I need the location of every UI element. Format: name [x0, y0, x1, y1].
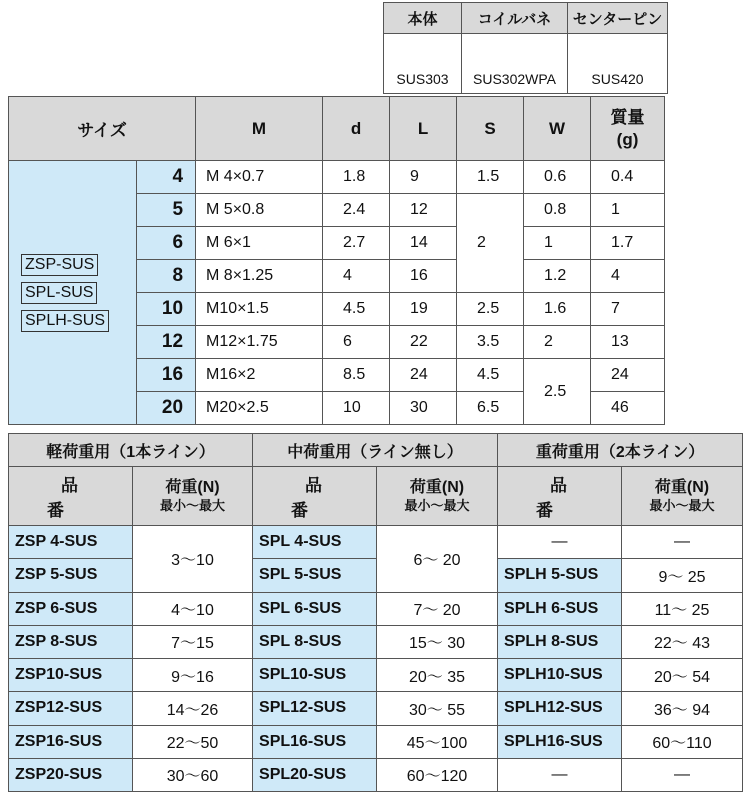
- part-number-zsp: ZSP 6-SUS: [9, 592, 133, 625]
- d-cell: 1.8: [323, 161, 390, 194]
- part-number-splh: SPLH 5-SUS: [498, 559, 622, 592]
- load-range-spl: 45～100: [377, 725, 498, 758]
- m-cell: M16×2: [196, 359, 323, 392]
- s-cell: 4.5: [457, 359, 524, 392]
- s-cell-merged: 2: [457, 194, 524, 293]
- col-part-number: [253, 467, 400, 526]
- material-header-body: 本体: [384, 3, 462, 34]
- load-range-spl: 15～ 30: [377, 625, 498, 658]
- mass-cell: 1: [591, 194, 665, 227]
- header-size: サイズ: [9, 97, 196, 161]
- load-range-splh: 36～ 94: [622, 692, 743, 725]
- d-cell: 10: [323, 392, 390, 425]
- d-cell: 4: [323, 260, 390, 293]
- size-cell: 10: [137, 293, 196, 326]
- part-number-splh: SPLH16-SUS: [498, 725, 622, 758]
- l-cell: 24: [390, 359, 457, 392]
- part-number-spl: SPL 8-SUS: [253, 625, 377, 658]
- col-part-label: 品 番: [47, 476, 155, 520]
- part-number-zsp: ZSP 5-SUS: [9, 559, 133, 592]
- part-number-zsp: ZSP10-SUS: [9, 659, 133, 692]
- m-cell: M 4×0.7: [196, 161, 323, 194]
- material-value-body: SUS303: [384, 34, 462, 94]
- part-number-zsp: ZSP 8-SUS: [9, 625, 133, 658]
- m-cell: M20×2.5: [196, 392, 323, 425]
- w-cell: 0.6: [524, 161, 591, 194]
- part-number-splh: SPLH10-SUS: [498, 659, 622, 692]
- header-s: S: [457, 97, 524, 161]
- w-cell-merged: 2.5: [524, 359, 591, 425]
- w-cell: 1.6: [524, 293, 591, 326]
- load-range-spl: 6～ 20: [377, 526, 498, 593]
- size-cell: 16: [137, 359, 196, 392]
- load-range-splh: 20～ 54: [622, 659, 743, 692]
- m-cell: M12×1.75: [196, 326, 323, 359]
- m-cell: M 5×0.8: [196, 194, 323, 227]
- part-number-splh-empty: ―: [498, 526, 622, 559]
- col-part-label: 品 番: [291, 476, 400, 520]
- load-range-zsp: 9～16: [133, 659, 253, 692]
- series-tag-splh: SPLH-SUS: [21, 310, 109, 332]
- part-number-zsp: ZSP12-SUS: [9, 692, 133, 725]
- group-light: 軽荷重用（1本ライン）: [9, 434, 253, 467]
- w-cell: 1: [524, 227, 591, 260]
- header-mass-unit: (g): [616, 129, 639, 149]
- w-cell: 1.2: [524, 260, 591, 293]
- mass-cell: 24: [591, 359, 665, 392]
- mass-cell: 7: [591, 293, 665, 326]
- l-cell: 16: [390, 260, 457, 293]
- part-number-spl: SPL10-SUS: [253, 659, 377, 692]
- load-range-zsp: 14～26: [133, 692, 253, 725]
- part-number-spl: SPL 5-SUS: [253, 559, 377, 592]
- mass-cell: 0.4: [591, 161, 665, 194]
- series-tag-spl: SPL-SUS: [21, 282, 97, 304]
- part-number-spl: SPL20-SUS: [253, 758, 377, 791]
- col-part-number: [498, 467, 645, 526]
- d-cell: 8.5: [323, 359, 390, 392]
- part-number-zsp: ZSP16-SUS: [9, 725, 133, 758]
- w-cell: 0.8: [524, 194, 591, 227]
- col-load-sub: 最小～最大: [160, 498, 226, 513]
- load-range-splh: 22～ 43: [622, 625, 743, 658]
- header-d: d: [323, 97, 390, 161]
- header-l: L: [390, 97, 457, 161]
- l-cell: 30: [390, 392, 457, 425]
- material-value-pin: SUS420: [568, 34, 668, 94]
- material-table: [383, 2, 668, 94]
- col-load-label: 荷重(N): [654, 479, 710, 496]
- col-load-sub: 最小～最大: [404, 498, 470, 513]
- s-cell: 3.5: [457, 326, 524, 359]
- header-w: W: [524, 97, 591, 161]
- load-range-spl: 20～ 35: [377, 659, 498, 692]
- part-number-spl: SPL 6-SUS: [253, 592, 377, 625]
- w-cell: 2: [524, 326, 591, 359]
- load-range-zsp: 4～10: [133, 592, 253, 625]
- size-cell: 8: [137, 260, 196, 293]
- load-range-zsp: 7～15: [133, 625, 253, 658]
- col-load-label: 荷重(N): [409, 479, 465, 496]
- size-cell: 4: [137, 161, 196, 194]
- load-range-splh: 60～110: [622, 725, 743, 758]
- load-range-spl: 7～ 20: [377, 592, 498, 625]
- l-cell: 14: [390, 227, 457, 260]
- part-number-splh: SPLH 8-SUS: [498, 625, 622, 658]
- load-range-spl: 60～120: [377, 758, 498, 791]
- part-number-splh: SPLH12-SUS: [498, 692, 622, 725]
- part-number-splh: SPLH 6-SUS: [498, 592, 622, 625]
- load-range-zsp: 30～60: [133, 758, 253, 791]
- material-header-spring: コイルバネ: [462, 3, 568, 34]
- part-number-spl: SPL16-SUS: [253, 725, 377, 758]
- part-number-zsp: ZSP20-SUS: [9, 758, 133, 791]
- s-cell: 1.5: [457, 161, 524, 194]
- l-cell: 22: [390, 326, 457, 359]
- part-number-splh-empty: ―: [498, 758, 622, 791]
- load-range-zsp: 3～10: [133, 526, 253, 593]
- s-cell: 6.5: [457, 392, 524, 425]
- mass-cell: 4: [591, 260, 665, 293]
- material-value-spring: SUS302WPA: [462, 34, 568, 94]
- header-m: M: [196, 97, 323, 161]
- size-cell: 12: [137, 326, 196, 359]
- col-load-sub: 最小～最大: [649, 498, 715, 513]
- load-range-splh-empty: ―: [622, 758, 743, 791]
- header-mass-label: 質量: [610, 107, 645, 127]
- col-part-number: [9, 467, 155, 526]
- size-cell: 20: [137, 392, 196, 425]
- header-mass: [591, 97, 665, 161]
- m-cell: M 6×1: [196, 227, 323, 260]
- series-tag-zsp: ZSP-SUS: [21, 254, 98, 276]
- material-header-pin: センターピン: [568, 3, 668, 34]
- part-number-spl: SPL 4-SUS: [253, 526, 377, 559]
- load-range-zsp: 22～50: [133, 725, 253, 758]
- col-part-label: 品 番: [536, 476, 645, 520]
- d-cell: 2.7: [323, 227, 390, 260]
- series-cell: [9, 161, 137, 425]
- m-cell: M10×1.5: [196, 293, 323, 326]
- l-cell: 19: [390, 293, 457, 326]
- l-cell: 12: [390, 194, 457, 227]
- m-cell: M 8×1.25: [196, 260, 323, 293]
- load-range-splh: 9～ 25: [622, 559, 743, 592]
- l-cell: 9: [390, 161, 457, 194]
- col-load-label: 荷重(N): [165, 479, 220, 496]
- d-cell: 6: [323, 326, 390, 359]
- mass-cell: 13: [591, 326, 665, 359]
- mass-cell: 1.7: [591, 227, 665, 260]
- group-medium: 中荷重用（ライン無し）: [253, 434, 498, 467]
- part-number-zsp: ZSP 4-SUS: [9, 526, 133, 559]
- mass-cell: 46: [591, 392, 665, 425]
- load-range-splh: 11～ 25: [622, 592, 743, 625]
- d-cell: 2.4: [323, 194, 390, 227]
- size-cell: 6: [137, 227, 196, 260]
- d-cell: 4.5: [323, 293, 390, 326]
- load-range-splh-empty: ―: [622, 526, 743, 559]
- size-cell: 5: [137, 194, 196, 227]
- part-number-spl: SPL12-SUS: [253, 692, 377, 725]
- s-cell: 2.5: [457, 293, 524, 326]
- group-heavy: 重荷重用（2本ライン）: [498, 434, 743, 467]
- load-range-spl: 30～ 55: [377, 692, 498, 725]
- load-table: [8, 433, 743, 792]
- dimension-table: [8, 96, 665, 425]
